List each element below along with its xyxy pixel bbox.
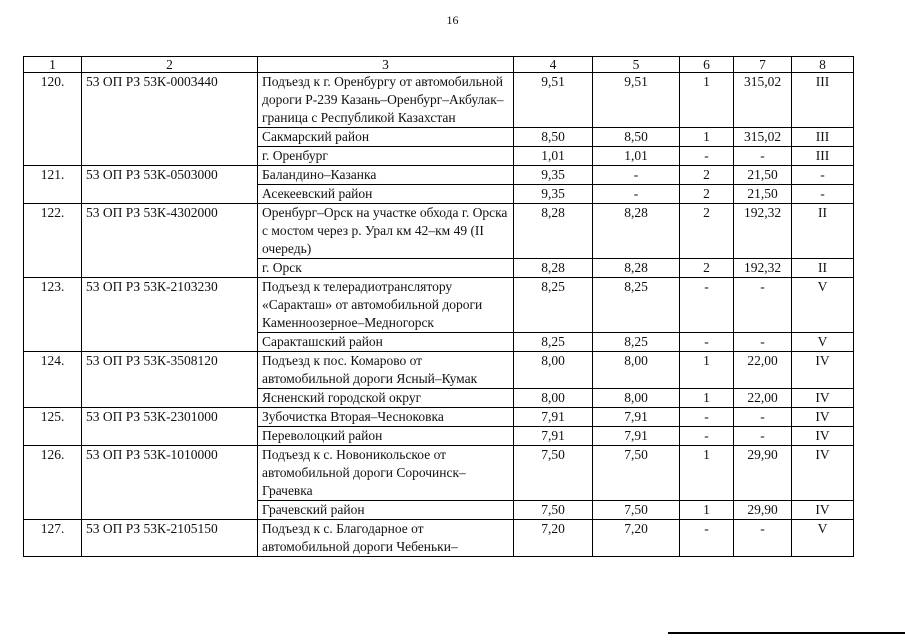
district-name-cell: Асекеевский район <box>258 185 514 204</box>
category-cell: IV <box>792 427 854 446</box>
column-header: 1 <box>24 57 82 73</box>
value-cell: 7,91 <box>593 408 680 427</box>
category-cell: IV <box>792 501 854 520</box>
value-cell: 7,91 <box>514 427 593 446</box>
value-cell: - <box>680 278 734 333</box>
value-cell: 315,02 <box>734 128 792 147</box>
value-cell: 9,51 <box>514 73 593 128</box>
category-cell: III <box>792 73 854 128</box>
category-cell: II <box>792 259 854 278</box>
column-header: 3 <box>258 57 514 73</box>
value-cell: 8,25 <box>593 333 680 352</box>
table-row <box>24 204 854 259</box>
value-cell: 8,25 <box>514 333 593 352</box>
value-cell: 7,20 <box>593 520 680 557</box>
column-header: 7 <box>734 57 792 73</box>
value-cell: 22,00 <box>734 352 792 389</box>
row-number-cell: 127. <box>24 520 82 557</box>
value-cell: 8,50 <box>514 128 593 147</box>
category-cell: V <box>792 278 854 333</box>
value-cell: 2 <box>680 259 734 278</box>
table-row <box>24 166 854 185</box>
road-code-cell: 53 ОП РЗ 53К-1010000 <box>82 446 258 520</box>
road-code-cell: 53 ОП РЗ 53К-2301000 <box>82 408 258 446</box>
category-cell: III <box>792 147 854 166</box>
category-cell: IV <box>792 389 854 408</box>
category-cell: IV <box>792 446 854 501</box>
category-cell: V <box>792 520 854 557</box>
road-code-cell: 53 ОП РЗ 53К-0503000 <box>82 166 258 204</box>
road-name-cell: Подъезд к г. Оренбургу от автомобильной дороги Р-239 Казань–Оренбург–Акбулак–граница с Республикой Казахстан <box>258 73 514 128</box>
table-row <box>24 278 854 333</box>
page-number: 16 <box>446 13 459 27</box>
value-cell: - <box>593 166 680 185</box>
value-cell: 8,28 <box>514 259 593 278</box>
district-name-cell: Ясненский городской округ <box>258 389 514 408</box>
value-cell: 8,28 <box>593 204 680 259</box>
road-name-cell: Зубочистка Вторая–Чесноковка <box>258 408 514 427</box>
value-cell: - <box>593 185 680 204</box>
road-name-cell: Подъезд к с. Благодарное от автомобильной дороги Чебеньки– <box>258 520 514 557</box>
value-cell: 7,50 <box>514 446 593 501</box>
row-number-cell: 124. <box>24 352 82 408</box>
value-cell: 1 <box>680 501 734 520</box>
category-cell: V <box>792 333 854 352</box>
value-cell: 1 <box>680 446 734 501</box>
table-row <box>24 408 854 427</box>
value-cell: 8,28 <box>593 259 680 278</box>
value-cell: 8,25 <box>514 278 593 333</box>
value-cell: 1 <box>680 128 734 147</box>
value-cell: 29,90 <box>734 501 792 520</box>
value-cell: - <box>680 520 734 557</box>
row-number-cell: 126. <box>24 446 82 520</box>
value-cell: 8,50 <box>593 128 680 147</box>
road-code-cell: 53 ОП РЗ 53К-0003440 <box>82 73 258 166</box>
value-cell: 9,35 <box>514 166 593 185</box>
district-name-cell: г. Оренбург <box>258 147 514 166</box>
value-cell: 29,90 <box>734 446 792 501</box>
road-name-cell: Подъезд к пос. Комарово от автомобильной дороги Ясный–Кумак <box>258 352 514 389</box>
road-name-cell: Баландино–Казанка <box>258 166 514 185</box>
value-cell: 192,32 <box>734 259 792 278</box>
category-cell: IV <box>792 408 854 427</box>
value-cell: 315,02 <box>734 73 792 128</box>
category-cell: IV <box>792 352 854 389</box>
road-name-cell: Оренбург–Орск на участке обхода г. Орска с мостом через р. Урал км 42–км 49 (II очередь) <box>258 204 514 259</box>
district-name-cell: г. Орск <box>258 259 514 278</box>
value-cell: - <box>734 427 792 446</box>
column-header: 5 <box>593 57 680 73</box>
road-code-cell: 53 ОП РЗ 53К-2105150 <box>82 520 258 557</box>
road-code-cell: 53 ОП РЗ 53К-2103230 <box>82 278 258 352</box>
value-cell: 21,50 <box>734 185 792 204</box>
footer-rule <box>668 632 905 634</box>
column-header: 4 <box>514 57 593 73</box>
value-cell: - <box>734 408 792 427</box>
value-cell: - <box>680 408 734 427</box>
table-row <box>24 352 854 389</box>
value-cell: - <box>734 333 792 352</box>
column-header: 8 <box>792 57 854 73</box>
column-header: 6 <box>680 57 734 73</box>
category-cell: III <box>792 128 854 147</box>
value-cell: 8,00 <box>514 389 593 408</box>
value-cell: 192,32 <box>734 204 792 259</box>
value-cell: - <box>734 278 792 333</box>
value-cell: 7,91 <box>593 427 680 446</box>
value-cell: 1 <box>680 389 734 408</box>
value-cell: 8,00 <box>593 352 680 389</box>
district-name-cell: Сакмарский район <box>258 128 514 147</box>
value-cell: 2 <box>680 204 734 259</box>
value-cell: - <box>680 147 734 166</box>
value-cell: 7,91 <box>514 408 593 427</box>
value-cell: 8,28 <box>514 204 593 259</box>
value-cell: 8,00 <box>593 389 680 408</box>
value-cell: 1 <box>680 73 734 128</box>
value-cell: 9,35 <box>514 185 593 204</box>
value-cell: - <box>734 147 792 166</box>
row-number-cell: 125. <box>24 408 82 446</box>
value-cell: 22,00 <box>734 389 792 408</box>
value-cell: 2 <box>680 185 734 204</box>
district-name-cell: Грачевский район <box>258 501 514 520</box>
value-cell: - <box>734 520 792 557</box>
value-cell: 1,01 <box>514 147 593 166</box>
value-cell: 1 <box>680 352 734 389</box>
value-cell: 8,25 <box>593 278 680 333</box>
table-row <box>24 73 854 128</box>
district-name-cell: Переволоцкий район <box>258 427 514 446</box>
value-cell: 7,20 <box>514 520 593 557</box>
value-cell: 7,50 <box>593 501 680 520</box>
column-header: 2 <box>82 57 258 73</box>
value-cell: 9,51 <box>593 73 680 128</box>
roads-table <box>23 56 854 557</box>
row-number-cell: 120. <box>24 73 82 166</box>
road-name-cell: Подъезд к с. Новоникольское от автомобильной дороги Сорочинск–Грачевка <box>258 446 514 501</box>
value-cell: - <box>680 427 734 446</box>
value-cell: 1,01 <box>593 147 680 166</box>
table-row <box>24 446 854 501</box>
row-number-cell: 121. <box>24 166 82 204</box>
value-cell: 2 <box>680 166 734 185</box>
road-name-cell: Подъезд к телерадиотранслятору «Саракташ» от автомобильной дороги Каменноозерное–Медногорск <box>258 278 514 333</box>
header-row <box>24 57 854 73</box>
category-cell: - <box>792 166 854 185</box>
value-cell: 21,50 <box>734 166 792 185</box>
row-number-cell: 122. <box>24 204 82 278</box>
district-name-cell: Саракташский район <box>258 333 514 352</box>
value-cell: 7,50 <box>514 501 593 520</box>
road-code-cell: 53 ОП РЗ 53К-4302000 <box>82 204 258 278</box>
value-cell: - <box>680 333 734 352</box>
value-cell: 7,50 <box>593 446 680 501</box>
row-number-cell: 123. <box>24 278 82 352</box>
road-code-cell: 53 ОП РЗ 53К-3508120 <box>82 352 258 408</box>
value-cell: 8,00 <box>514 352 593 389</box>
category-cell: II <box>792 204 854 259</box>
category-cell: - <box>792 185 854 204</box>
table-row <box>24 520 854 557</box>
